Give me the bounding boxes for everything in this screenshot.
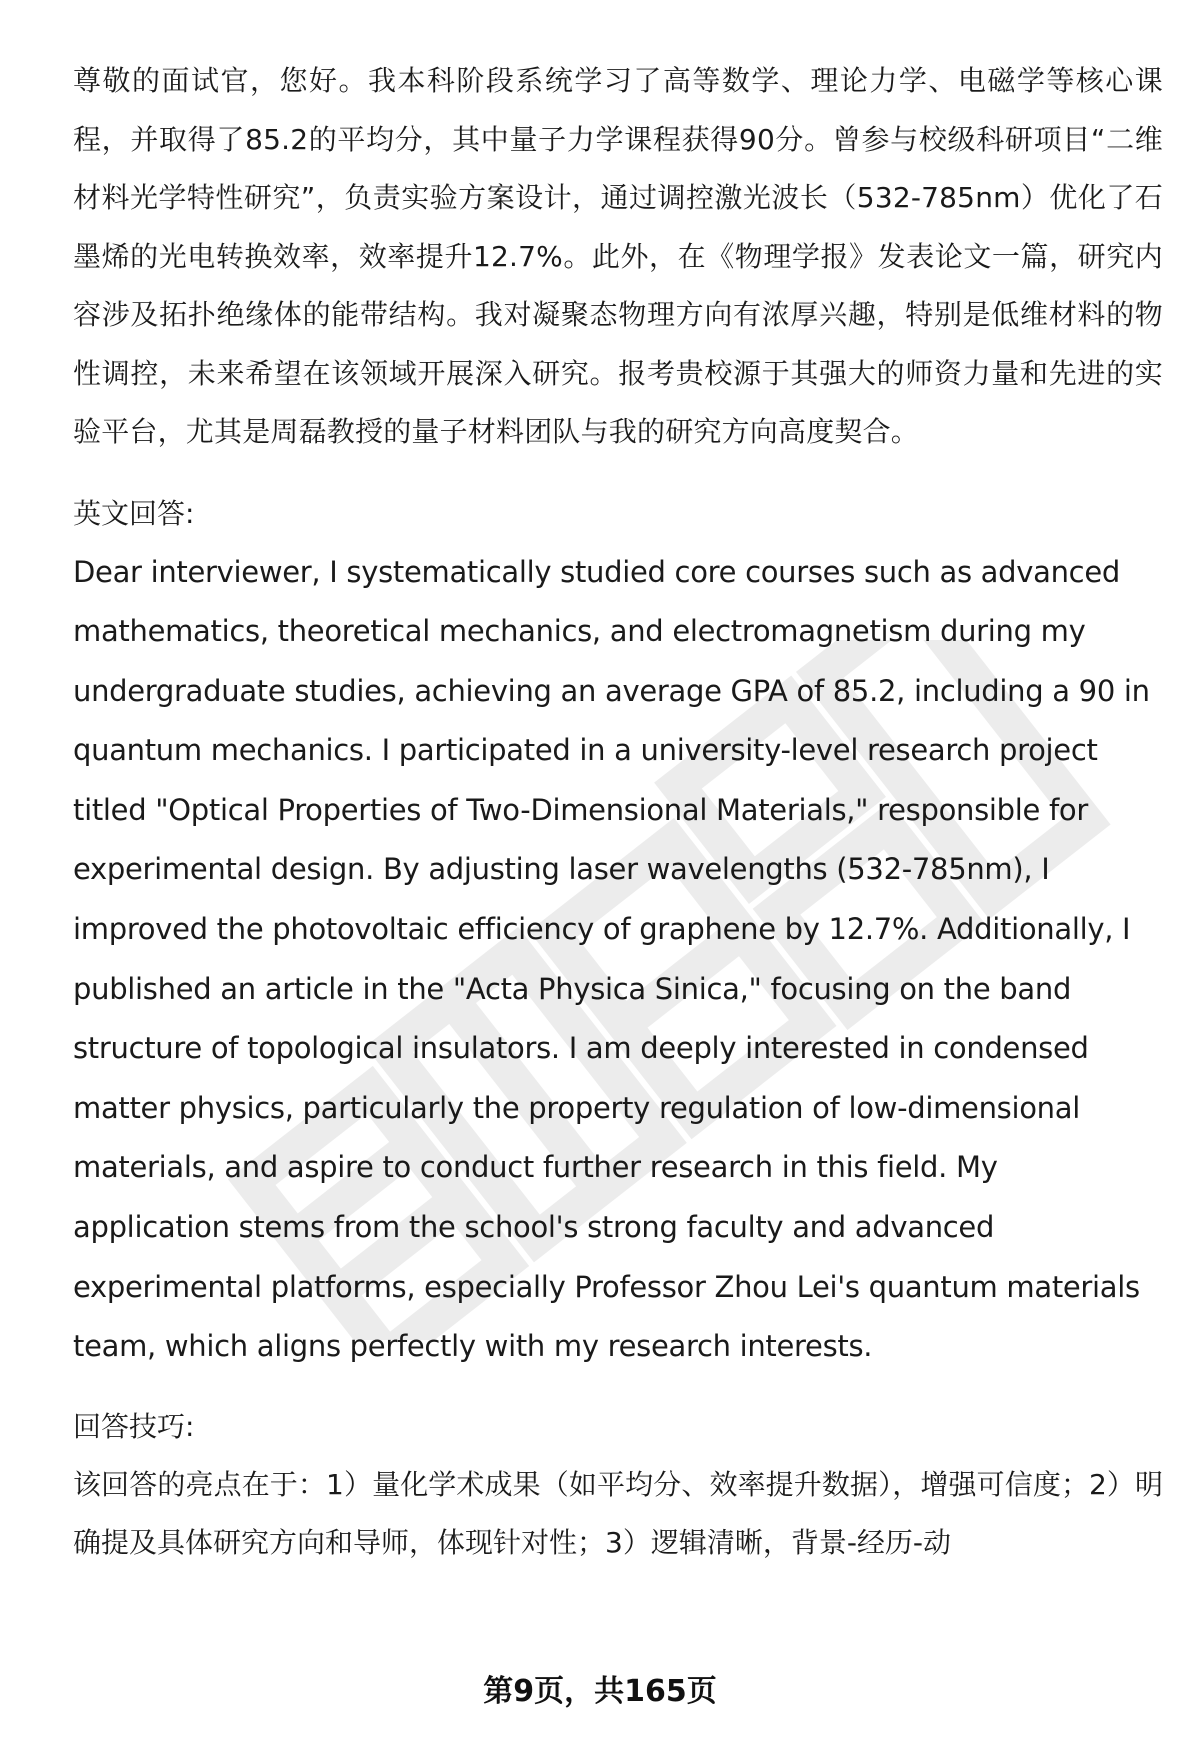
english-answer-paragraph: Dear interviewer, I systematically studied core courses such as advanced mathematics, theoretical mechanics, and electromagnetism during my undergraduate studies, achieving an average GPA of 85.2, including a 90 in quantum mechanics. I participated in a university-level research project titled "Optical Properties of Two-Dimensional Materials," responsible for experimental design. By adjusting laser wavelengths (532-785nm), I improved the photovoltaic efficiency of graphene by 12.7%. Additionally, I published an article in the "Acta Physica Sinica," focusing on the band structure of topological insulators. I am deeply interested in condensed matter physics, particularly the property regulation of low-dimensional materials, and aspire to conduct further research in this field. My application stems from the school's strong faculty and advanced experimental platforms, especially Professor Zhou Lei's quantum materials team, which aligns perfectly with my research interests. (73, 554, 1150, 1364)
document-body (73, 52, 1163, 1572)
english-answer-label: 英文回答: (73, 496, 195, 530)
chinese-answer-paragraph: 尊敬的面试官，您好。我本科阶段系统学习了高等数学、理论力学、电磁学等核心课程，并取得了85.2的平均分，其中量子力学课程获得90分。曾参与校级科研项目“二维材料光学特性研究”，负责实验方案设计，通过调控激光波长（532-785nm）优化了石墨烯的光电转换效率，效率提升12.7%。此外，在《物理学报》发表论文一篇，研究内容涉及拓扑绝缘体的能带结构。我对凝聚态物理方向有浓厚兴趣，特别是低维材料的物性调控，未来希望在该领域开展深入研究。报考贵校源于其强大的师资力量和先进的实验平台，尤其是周磊教授的量子材料团队与我的研究方向高度契合。 (73, 64, 1163, 448)
page-indicator: 第9页，共165页 (483, 1674, 717, 1709)
answer-tips-paragraph: 该回答的亮点在于：1）量化学术成果（如平均分、效率提升数据），增强可信度；2）明确提及具体研究方向和导师，体现针对性；3）逻辑清晰，背景-经历-动 (73, 1467, 1163, 1559)
answer-tips-label: 回答技巧: (73, 1409, 195, 1443)
